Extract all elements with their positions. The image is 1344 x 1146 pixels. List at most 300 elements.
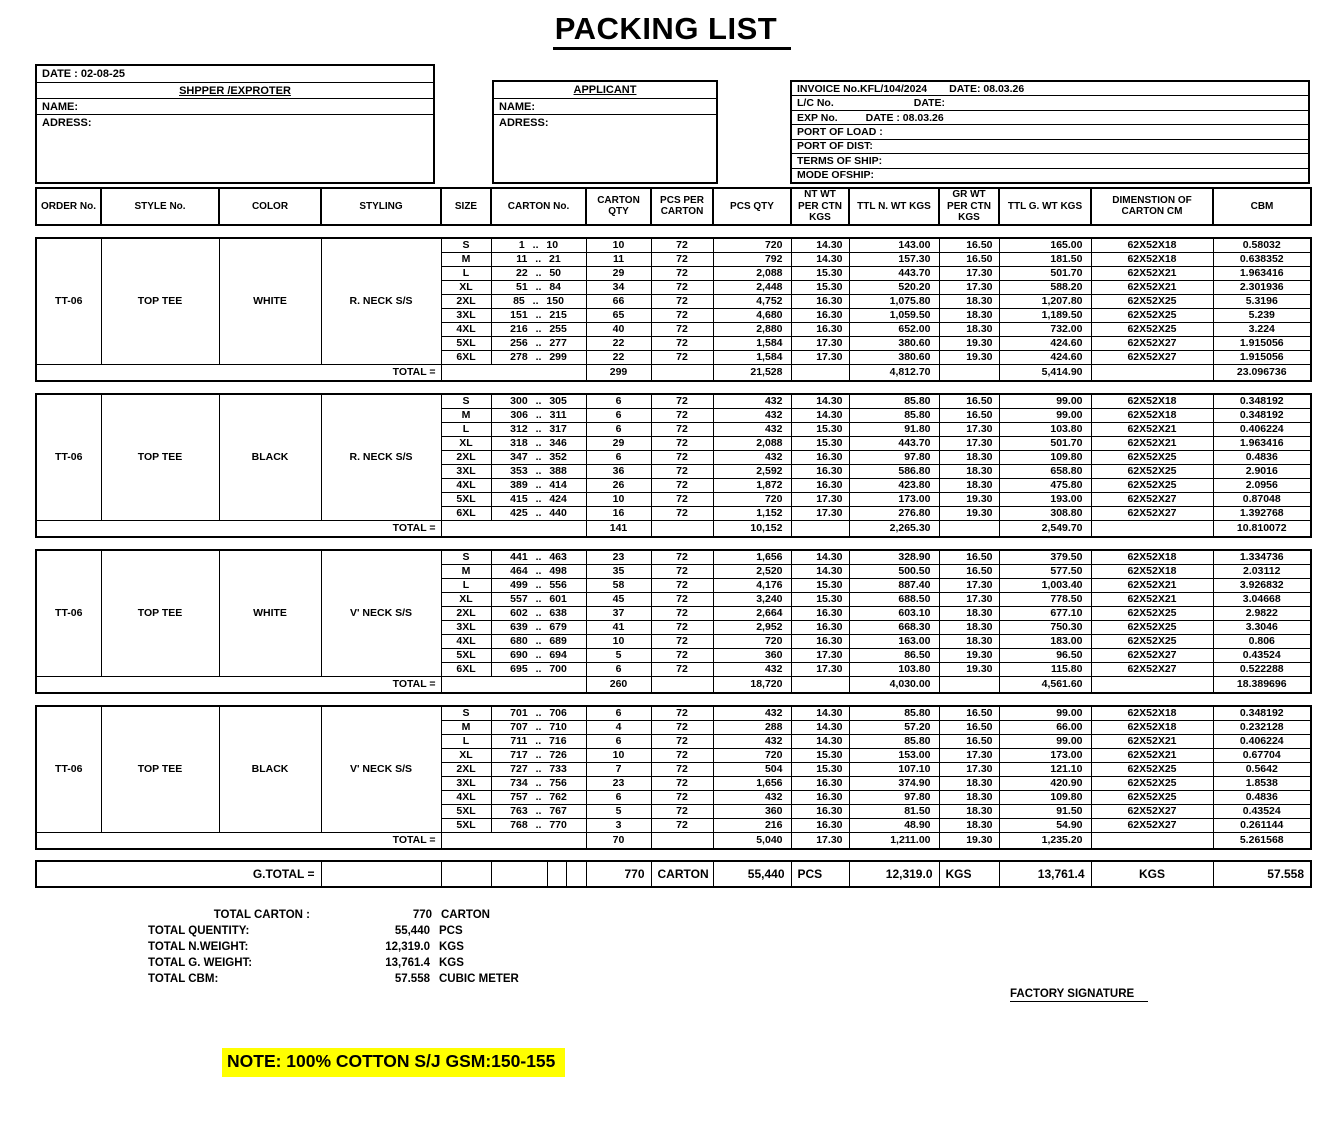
block-order-no: TT-06 [36, 706, 101, 833]
cell-cbm: 3.224 [1213, 322, 1311, 336]
cell-pcs-qty: 2,520 [713, 564, 791, 578]
cell-ttl-n-wt: 668.30 [849, 620, 939, 634]
cell-dimension: 62X52X18 [1091, 550, 1213, 565]
block-color: BLACK [219, 394, 321, 521]
cell-cbm: 5.3196 [1213, 294, 1311, 308]
cell-ttl-g-wt: 501.70 [999, 266, 1091, 280]
cell-size: L [441, 266, 491, 280]
cell-size: 4XL [441, 634, 491, 648]
cell-carton-range: 347 .. 352 [491, 450, 586, 464]
cell-size: 2XL [441, 450, 491, 464]
cell-size: XL [441, 748, 491, 762]
cell-ttl-g-wt: 121.10 [999, 762, 1091, 776]
cell-pcs-qty: 720 [713, 748, 791, 762]
cell-cbm: 1.334736 [1213, 550, 1311, 565]
cell-ttl-n-wt: 91.80 [849, 422, 939, 436]
invoice-row [792, 82, 1308, 95]
summary-row-carton [148, 907, 1344, 923]
cell-size: 5XL [441, 648, 491, 662]
cell-gr-wt-per-ctn: 16.50 [939, 238, 999, 253]
shipper-address-label: ADRESS: [37, 114, 433, 182]
cell-gr-wt-per-ctn: 17.30 [939, 280, 999, 294]
cell-carton-range: 300 .. 305 [491, 394, 586, 409]
cell-nt-wt-per-ctn: 14.30 [791, 550, 849, 565]
cell-gr-wt-per-ctn: 16.50 [939, 706, 999, 721]
cell-nt-wt-per-ctn: 15.30 [791, 266, 849, 280]
block-order-no: TT-06 [36, 550, 101, 677]
cell-nt-wt-per-ctn: 15.30 [791, 762, 849, 776]
total-empty [651, 676, 713, 693]
cell-ttl-n-wt: 443.70 [849, 436, 939, 450]
cell-gr-wt-per-ctn: 16.50 [939, 252, 999, 266]
title-area [0, 0, 1344, 58]
cell-pcs-per-carton: 72 [651, 322, 713, 336]
cell-ttl-n-wt: 887.40 [849, 578, 939, 592]
cell-carton-range: 768 .. 770 [491, 818, 586, 832]
cell-carton-range: 557 .. 601 [491, 592, 586, 606]
total-empty [651, 364, 713, 381]
cell-pcs-qty: 792 [713, 252, 791, 266]
summary-row-net-weight [148, 939, 1344, 955]
cell-size: 4XL [441, 322, 491, 336]
cell-ttl-n-wt: 85.80 [849, 394, 939, 409]
block-style-no: TOP TEE [101, 706, 219, 833]
cell-nt-wt-per-ctn: 16.30 [791, 450, 849, 464]
col-dimension: DIMENSTION OF CARTON CM [1091, 188, 1213, 225]
cell-carton-qty: 7 [586, 762, 651, 776]
cell-cbm: 1.963416 [1213, 436, 1311, 450]
cell-size: 5XL [441, 492, 491, 506]
cell-carton-qty: 6 [586, 408, 651, 422]
cell-dimension: 62X52X25 [1091, 776, 1213, 790]
cell-size: M [441, 252, 491, 266]
cell-ttl-g-wt: 588.20 [999, 280, 1091, 294]
col-pcs-per-carton: PCS PER CARTON [651, 188, 713, 225]
exp-date: DATE : 08.03.26 [865, 111, 944, 124]
cell-ttl-n-wt: 85.80 [849, 706, 939, 721]
cell-gr-wt-per-ctn: 17.30 [939, 266, 999, 280]
grand-total-carton-unit: CARTON [651, 861, 713, 887]
cell-ttl-n-wt: 97.80 [849, 450, 939, 464]
cell-carton-range: 441 .. 463 [491, 550, 586, 565]
cell-dimension: 62X52X27 [1091, 804, 1213, 818]
cell-ttl-g-wt: 115.80 [999, 662, 1091, 676]
total-carton-qty: 70 [586, 832, 651, 849]
cell-size: 3XL [441, 776, 491, 790]
cell-gr-wt-per-ctn: 16.50 [939, 720, 999, 734]
cell-pcs-qty: 2,880 [713, 322, 791, 336]
block-styling: V' NECK S/S [321, 550, 441, 677]
cell-pcs-per-carton: 72 [651, 336, 713, 350]
total-pcs-qty: 21,528 [713, 364, 791, 381]
cell-nt-wt-per-ctn: 16.30 [791, 294, 849, 308]
cell-dimension: 62X52X21 [1091, 578, 1213, 592]
block-color: WHITE [219, 238, 321, 365]
cell-pcs-per-carton: 72 [651, 294, 713, 308]
total-ttl-n-wt: 1,211.00 [849, 832, 939, 849]
cell-carton-range: 425 .. 440 [491, 506, 586, 520]
cell-pcs-qty: 360 [713, 804, 791, 818]
block-total-row [36, 676, 1311, 693]
terms-of-ship-label: TERMS OF SHIP: [797, 154, 883, 167]
cell-ttl-g-wt: 778.50 [999, 592, 1091, 606]
summary-row-cbm [148, 971, 1344, 987]
total-cbm: 23.096736 [1213, 364, 1311, 381]
exp-number-label: EXP No. [797, 111, 838, 124]
cell-cbm: 3.3046 [1213, 620, 1311, 634]
cell-size: 4XL [441, 790, 491, 804]
cell-gr-wt-per-ctn: 18.30 [939, 818, 999, 832]
cell-ttl-g-wt: 577.50 [999, 564, 1091, 578]
cell-size: 6XL [441, 662, 491, 676]
cell-size: 2XL [441, 762, 491, 776]
cell-dimension: 62X52X18 [1091, 706, 1213, 721]
col-size: SIZE [441, 188, 491, 225]
lc-number-label: L/C No. [797, 97, 834, 110]
summary-cbm-value: 57.558 [394, 972, 430, 985]
cell-size: L [441, 734, 491, 748]
cell-pcs-per-carton: 72 [651, 592, 713, 606]
cell-size: XL [441, 592, 491, 606]
cell-gr-wt-per-ctn: 17.30 [939, 592, 999, 606]
cell-ttl-g-wt: 677.10 [999, 606, 1091, 620]
cell-size: M [441, 564, 491, 578]
cell-pcs-qty: 4,752 [713, 294, 791, 308]
mode-of-ship-row [792, 168, 1308, 182]
cell-carton-qty: 23 [586, 550, 651, 565]
cell-carton-qty: 34 [586, 280, 651, 294]
cell-carton-qty: 58 [586, 578, 651, 592]
cell-gr-wt-per-ctn: 18.30 [939, 804, 999, 818]
cell-pcs-qty: 1,584 [713, 350, 791, 364]
cell-nt-wt-per-ctn: 16.30 [791, 804, 849, 818]
cell-ttl-g-wt: 54.90 [999, 818, 1091, 832]
cell-dimension: 62X52X21 [1091, 266, 1213, 280]
cell-dimension: 62X52X25 [1091, 450, 1213, 464]
block-styling: R. NECK S/S [321, 394, 441, 521]
cell-pcs-per-carton: 72 [651, 790, 713, 804]
cell-carton-qty: 35 [586, 564, 651, 578]
block-styling: R. NECK S/S [321, 238, 441, 365]
total-empty [1091, 676, 1213, 693]
terms-of-ship-row [792, 153, 1308, 167]
total-pcs-qty: 5,040 [713, 832, 791, 849]
cell-ttl-g-wt: 109.80 [999, 790, 1091, 804]
block-style-no: TOP TEE [101, 550, 219, 677]
cell-cbm: 1.392768 [1213, 506, 1311, 520]
cell-nt-wt-per-ctn: 14.30 [791, 238, 849, 253]
cell-carton-range: 22 .. 50 [491, 266, 586, 280]
cell-cbm: 3.926832 [1213, 578, 1311, 592]
total-label: TOTAL = [36, 832, 441, 849]
cell-dimension: 62X52X18 [1091, 564, 1213, 578]
cell-carton-range: 278 .. 299 [491, 350, 586, 364]
total-gr-wt-per [939, 520, 999, 537]
col-carton-no: CARTON No. [491, 188, 586, 225]
cell-ttl-n-wt: 85.80 [849, 734, 939, 748]
cell-dimension: 62X52X21 [1091, 734, 1213, 748]
cell-gr-wt-per-ctn: 16.50 [939, 734, 999, 748]
cell-cbm: 0.348192 [1213, 394, 1311, 409]
cell-ttl-n-wt: 81.50 [849, 804, 939, 818]
cell-carton-range: 1 .. 10 [491, 238, 586, 253]
cell-size: XL [441, 280, 491, 294]
grand-total-row [36, 861, 1311, 887]
cell-nt-wt-per-ctn: 14.30 [791, 720, 849, 734]
grand-total-gross-unit: KGS [1091, 861, 1213, 887]
cell-pcs-qty: 504 [713, 762, 791, 776]
total-pcs-qty: 18,720 [713, 676, 791, 693]
cell-dimension: 62X52X27 [1091, 492, 1213, 506]
total-carton-qty: 299 [586, 364, 651, 381]
cell-carton-range: 680 .. 689 [491, 634, 586, 648]
cell-ttl-g-wt: 308.80 [999, 506, 1091, 520]
col-ttl-g-wt: TTL G. WT KGS [999, 188, 1091, 225]
summary-gross-weight-label: TOTAL G. WEIGHT: [148, 956, 253, 969]
cell-ttl-n-wt: 374.90 [849, 776, 939, 790]
cell-pcs-qty: 4,176 [713, 578, 791, 592]
total-empty [1091, 364, 1213, 381]
summary-gross-weight-value: 13,761.4 [385, 956, 430, 969]
cell-carton-qty: 11 [586, 252, 651, 266]
cell-pcs-per-carton: 72 [651, 564, 713, 578]
cell-gr-wt-per-ctn: 19.30 [939, 662, 999, 676]
column-header-row [36, 188, 1311, 225]
cell-ttl-g-wt: 99.00 [999, 706, 1091, 721]
cell-carton-range: 151 .. 215 [491, 308, 586, 322]
cell-ttl-g-wt: 99.00 [999, 394, 1091, 409]
cell-size: 2XL [441, 606, 491, 620]
cell-cbm: 3.04668 [1213, 592, 1311, 606]
cell-carton-range: 711 .. 716 [491, 734, 586, 748]
cell-nt-wt-per-ctn: 17.30 [791, 506, 849, 520]
cell-gr-wt-per-ctn: 16.50 [939, 394, 999, 409]
total-ttl-n-wt: 2,265.30 [849, 520, 939, 537]
cell-carton-range: 757 .. 762 [491, 790, 586, 804]
cell-size: M [441, 408, 491, 422]
cell-nt-wt-per-ctn: 15.30 [791, 592, 849, 606]
block-table-white-rneck [35, 237, 1312, 382]
cell-ttl-n-wt: 1,059.50 [849, 308, 939, 322]
cell-ttl-n-wt: 500.50 [849, 564, 939, 578]
lc-date-label: DATE: [913, 97, 946, 110]
total-ttl-g-wt: 2,549.70 [999, 520, 1091, 537]
cell-nt-wt-per-ctn: 15.30 [791, 748, 849, 762]
cell-pcs-per-carton: 72 [651, 492, 713, 506]
cell-ttl-g-wt: 424.60 [999, 350, 1091, 364]
block-total-row [36, 364, 1311, 381]
summary-quantity-value: 55,440 [394, 924, 430, 937]
cell-cbm: 1.915056 [1213, 336, 1311, 350]
cell-ttl-g-wt: 91.50 [999, 804, 1091, 818]
cell-carton-qty: 40 [586, 322, 651, 336]
cell-pcs-per-carton: 72 [651, 506, 713, 520]
total-empty [651, 832, 713, 849]
cell-pcs-per-carton: 72 [651, 394, 713, 409]
summary-carton-label: TOTAL CARTON : [213, 908, 310, 921]
grand-total-cartons: 770 [586, 861, 651, 887]
cell-size: S [441, 394, 491, 409]
cell-cbm: 0.67704 [1213, 748, 1311, 762]
cell-nt-wt-per-ctn: 15.30 [791, 280, 849, 294]
cell-pcs-per-carton: 72 [651, 776, 713, 790]
cell-carton-range: 707 .. 710 [491, 720, 586, 734]
cell-carton-range: 306 .. 311 [491, 408, 586, 422]
cell-ttl-n-wt: 380.60 [849, 350, 939, 364]
cell-pcs-per-carton: 72 [651, 606, 713, 620]
cell-pcs-per-carton: 72 [651, 748, 713, 762]
cell-nt-wt-per-ctn: 17.30 [791, 648, 849, 662]
cell-gr-wt-per-ctn: 19.30 [939, 506, 999, 520]
cell-ttl-g-wt: 475.80 [999, 478, 1091, 492]
cell-pcs-qty: 1,152 [713, 506, 791, 520]
cell-carton-range: 318 .. 346 [491, 436, 586, 450]
total-empty [1091, 832, 1213, 849]
cell-nt-wt-per-ctn: 16.30 [791, 308, 849, 322]
cell-pcs-qty: 432 [713, 662, 791, 676]
cell-pcs-per-carton: 72 [651, 550, 713, 565]
cell-nt-wt-per-ctn: 16.30 [791, 322, 849, 336]
cell-nt-wt-per-ctn: 16.30 [791, 464, 849, 478]
cell-gr-wt-per-ctn: 17.30 [939, 762, 999, 776]
cell-gr-wt-per-ctn: 18.30 [939, 790, 999, 804]
cell-carton-qty: 10 [586, 492, 651, 506]
block-table-black-vneck [35, 705, 1312, 850]
cell-gr-wt-per-ctn: 18.30 [939, 634, 999, 648]
cell-pcs-qty: 720 [713, 238, 791, 253]
cell-dimension: 62X52X21 [1091, 592, 1213, 606]
cell-gr-wt-per-ctn: 18.30 [939, 450, 999, 464]
cell-dimension: 62X52X27 [1091, 662, 1213, 676]
cell-cbm: 2.0956 [1213, 478, 1311, 492]
summary-net-weight-value: 12,319.0 [385, 940, 430, 953]
cell-ttl-n-wt: 688.50 [849, 592, 939, 606]
cell-ttl-n-wt: 652.00 [849, 322, 939, 336]
cell-carton-qty: 23 [586, 776, 651, 790]
cell-pcs-qty: 2,952 [713, 620, 791, 634]
page-title: PACKING LIST [553, 12, 791, 50]
cell-pcs-per-carton: 72 [651, 252, 713, 266]
cell-pcs-qty: 432 [713, 408, 791, 422]
cell-size: 6XL [441, 350, 491, 364]
cell-pcs-per-carton: 72 [651, 648, 713, 662]
cell-pcs-qty: 432 [713, 422, 791, 436]
cell-carton-range: 690 .. 694 [491, 648, 586, 662]
summary-section [148, 907, 1344, 987]
block-color: BLACK [219, 706, 321, 833]
cell-ttl-g-wt: 750.30 [999, 620, 1091, 634]
cell-carton-range: 717 .. 726 [491, 748, 586, 762]
cell-gr-wt-per-ctn: 18.30 [939, 322, 999, 336]
cell-gr-wt-per-ctn: 18.30 [939, 606, 999, 620]
col-style-no: STYLE No. [101, 188, 219, 225]
total-cbm: 5.261568 [1213, 832, 1311, 849]
cell-dimension: 62X52X25 [1091, 634, 1213, 648]
cell-carton-range: 734 .. 756 [491, 776, 586, 790]
cell-cbm: 0.261144 [1213, 818, 1311, 832]
total-gr-wt-per: 19.30 [939, 832, 999, 849]
total-nt-wt-per [791, 364, 849, 381]
cell-nt-wt-per-ctn: 14.30 [791, 252, 849, 266]
total-carton-qty: 260 [586, 676, 651, 693]
cell-carton-qty: 26 [586, 478, 651, 492]
cell-cbm: 0.232128 [1213, 720, 1311, 734]
block-style-no: TOP TEE [101, 238, 219, 365]
summary-row-gross-weight [148, 955, 1344, 971]
cell-carton-range: 701 .. 706 [491, 706, 586, 721]
cell-nt-wt-per-ctn: 17.30 [791, 662, 849, 676]
cell-pcs-qty: 1,656 [713, 550, 791, 565]
cell-pcs-per-carton: 72 [651, 280, 713, 294]
port-of-dist-label: PORT OF DIST: [797, 140, 873, 153]
summary-net-weight-unit: KGS [439, 940, 464, 953]
invoice-box [790, 80, 1310, 184]
total-label: TOTAL = [36, 676, 441, 693]
cell-pcs-qty: 288 [713, 720, 791, 734]
cell-cbm: 0.43524 [1213, 804, 1311, 818]
applicant-address-label: ADRESS: [494, 114, 716, 182]
total-spacer [441, 520, 586, 537]
cell-ttl-g-wt: 183.00 [999, 634, 1091, 648]
cell-nt-wt-per-ctn: 16.30 [791, 606, 849, 620]
col-pcs-qty: PCS QTY [713, 188, 791, 225]
cell-dimension: 62X52X27 [1091, 336, 1213, 350]
cell-ttl-g-wt: 99.00 [999, 734, 1091, 748]
block-order-no: TT-06 [36, 238, 101, 365]
grand-total-net-weight: 12,319.0 [849, 861, 939, 887]
cell-pcs-per-carton: 72 [651, 620, 713, 634]
cell-nt-wt-per-ctn: 15.30 [791, 436, 849, 450]
grand-total-cbm: 57.558 [1213, 861, 1311, 887]
cell-size: 4XL [441, 478, 491, 492]
cell-ttl-g-wt: 109.80 [999, 450, 1091, 464]
gt-empty [441, 861, 491, 887]
total-ttl-n-wt: 4,030.00 [849, 676, 939, 693]
cell-dimension: 62X52X25 [1091, 308, 1213, 322]
cell-cbm: 0.806 [1213, 634, 1311, 648]
header-section [35, 64, 1310, 184]
cell-gr-wt-per-ctn: 17.30 [939, 436, 999, 450]
gt-empty [547, 861, 566, 887]
cell-carton-range: 312 .. 317 [491, 422, 586, 436]
cell-pcs-qty: 2,448 [713, 280, 791, 294]
cell-pcs-per-carton: 72 [651, 706, 713, 721]
cell-carton-qty: 5 [586, 648, 651, 662]
cell-carton-qty: 6 [586, 662, 651, 676]
cell-carton-range: 85 .. 150 [491, 294, 586, 308]
cell-gr-wt-per-ctn: 16.50 [939, 408, 999, 422]
cell-carton-range: 256 .. 277 [491, 336, 586, 350]
cell-carton-qty: 6 [586, 394, 651, 409]
block-style-no: TOP TEE [101, 394, 219, 521]
cell-ttl-g-wt: 658.80 [999, 464, 1091, 478]
cell-size: 2XL [441, 294, 491, 308]
cell-pcs-qty: 4,680 [713, 308, 791, 322]
cell-dimension: 62X52X27 [1091, 350, 1213, 364]
cell-nt-wt-per-ctn: 16.30 [791, 790, 849, 804]
cell-nt-wt-per-ctn: 14.30 [791, 564, 849, 578]
cell-dimension: 62X52X27 [1091, 506, 1213, 520]
total-label: TOTAL = [36, 520, 441, 537]
cell-carton-range: 763 .. 767 [491, 804, 586, 818]
cell-carton-range: 216 .. 255 [491, 322, 586, 336]
cell-size: L [441, 578, 491, 592]
cell-ttl-g-wt: 181.50 [999, 252, 1091, 266]
total-empty [1091, 520, 1213, 537]
summary-row-quantity [148, 923, 1344, 939]
block-total-row [36, 832, 1311, 849]
cell-pcs-per-carton: 72 [651, 762, 713, 776]
